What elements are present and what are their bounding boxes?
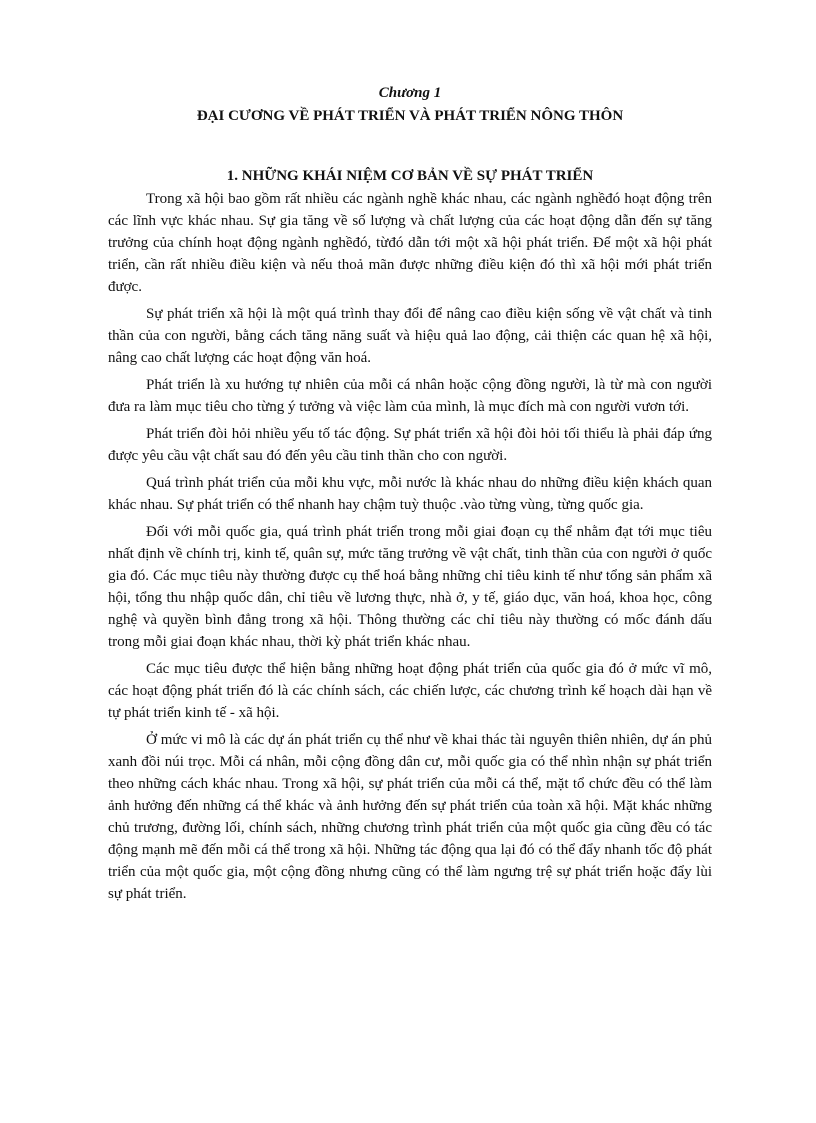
body-text	[108, 188, 712, 905]
paragraph: Phát triển là xu hướng tự nhiên của mỗi cá nhân hoặc cộng đồng người, là từ mà con người đưa ra làm mục tiêu cho từng ý tưởng và việc làm của mình, là mục đích mà con người vươn tới.	[108, 377, 712, 415]
chapter-label: Chương 1	[378, 85, 442, 101]
paragraph: Ở mức vi mô là các dự án phát triển cụ thể như về khai thác tài nguyên thiên nhiên, dự án phủ xanh đồi núi trọc. Mỗi cá nhân, mỗi cộng đồng dân cư, mỗi quốc gia có thể nhìn nhận sự phát triển theo những cách khác nhau. Trong xã hội, sự phát triển của mỗi cá thể, mặt tổ chức đều có thể làm ảnh hưởng đến những cá thể khác và ảnh hưởng đến sự phát triển của toàn xã hội. Mặt khác những chủ trương, đường lối, chính sách, những chương trình phát triển của một quốc gia cũng đều có tác động mạnh mẽ đến mỗi cá thể trong xã hội. Những tác động qua lại đó có thể đẩy nhanh tốc độ phát triển của một quốc gia, một cộng đồng nhưng cũng có thể làm ngưng trệ sự phát triển hoặc đẩy lùi sự phát triển.	[108, 732, 712, 902]
paragraph: Phát triển đòi hỏi nhiều yếu tố tác động. Sự phát triển xã hội đòi hỏi tối thiểu là phải đáp ứng được yêu cầu vật chất sau đó đến yêu cầu tinh thần cho con người.	[108, 426, 712, 464]
chapter-title: ĐẠI CƯƠNG VỀ PHÁT TRIỂN VÀ PHÁT TRIỂN NÔNG THÔN	[196, 108, 624, 124]
section-title: 1. NHỮNG KHÁI NIỆM CƠ BẢN VỀ SỰ PHÁT TRIỂN	[226, 168, 594, 184]
paragraph: Đối với mỗi quốc gia, quá trình phát triển trong mỗi giai đoạn cụ thể nhằm đạt tới mục tiêu nhất định về chính trị, kinh tế, quân sự, mức tăng trưởng về vật chất, tinh thần của con người ở quốc gia đó. Các mục tiêu này thường được cụ thể hoá bằng những chỉ tiêu kinh tế như tổng sản phẩm xã hội, tổng thu nhập quốc dân, chỉ tiêu về lương thực, nhà ở, y tế, giáo dục, văn hoá, khoa học, công nghệ và quyền bình đẳng trong xã hội. Thông thường các chỉ tiêu này thường có mốc đánh dấu trong mỗi giai đoạn khác nhau, thời kỳ phát triển khác nhau.	[108, 524, 712, 650]
paragraph: Trong xã hội bao gồm rất nhiều các ngành nghề khác nhau, các ngành nghềđó hoạt động trên các lĩnh vực khác nhau. Sự gia tăng về số lượng và chất lượng của các hoạt động dẫn đến sự tăng trưởng của chính hoạt động ngành nghềđó, từđó dẫn tới một xã hội phát triển. Để một xã hội phát triển, cần rất nhiều điều kiện và nếu thoả mãn được những điều kiện đó thì xã hội mới phát triển được.	[108, 191, 712, 295]
paragraph: Sự phát triển xã hội là một quá trình thay đổi để nâng cao điều kiện sống về vật chất và tinh thần của con người, bằng cách tăng năng suất và hiệu quả lao động, cải thiện các quan hệ xã hội, nâng cao chất lượng các hoạt động văn hoá.	[108, 306, 712, 366]
paragraph: Các mục tiêu được thể hiện bằng những hoạt động phát triển của quốc gia đó ở mức vĩ mô, các hoạt động phát triển đó là các chính sách, các chiến lược, các chương trình kế hoạch dài hạn về tự phát triển kinh tế - xã hội.	[108, 661, 712, 721]
document-page	[108, 84, 712, 910]
paragraph: Quá trình phát triển của mỗi khu vực, mỗi nước là khác nhau do những điều kiện khách quan khác nhau. Sự phát triển có thể nhanh hay chậm tuỳ thuộc .vào từng vùng, từng quốc gia.	[108, 475, 712, 513]
